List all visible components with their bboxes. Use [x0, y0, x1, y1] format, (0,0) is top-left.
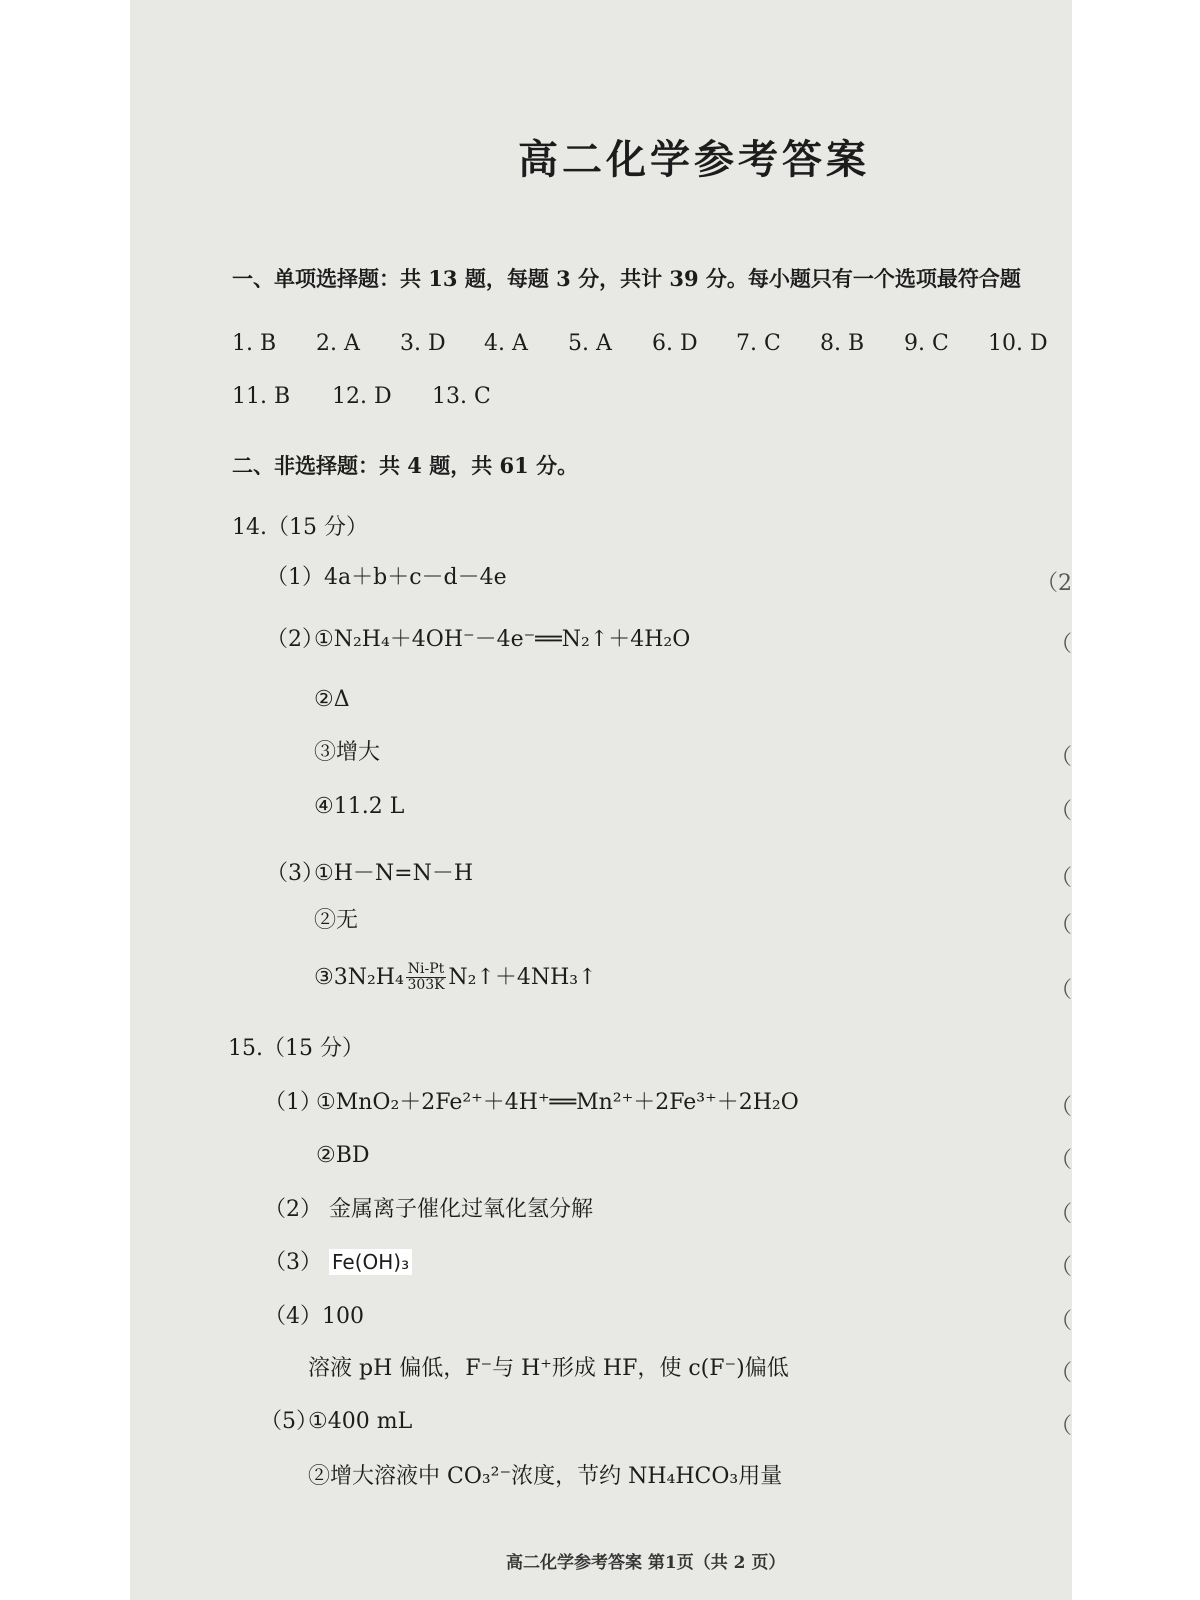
score-mark: （: [1049, 1148, 1072, 1173]
q15-part5-answer1: ①400 mL: [308, 1409, 413, 1434]
answer-sheet-page: [130, 0, 1072, 1600]
score-mark: （: [1049, 913, 1072, 938]
equation-products: N₂↑＋4NH₃↑: [448, 964, 597, 990]
q14-part2-answer2: ②Δ: [314, 687, 350, 712]
mc-answer: 5. A: [568, 331, 612, 356]
score-mark: （: [1049, 1309, 1072, 1334]
mc-answer: 4. A: [484, 331, 528, 356]
q15-part1-prefix: （1）: [264, 1090, 322, 1115]
score-mark: （: [1049, 745, 1072, 770]
equation-reactant: ③3N₂H₄: [314, 964, 404, 990]
mc-answer: 12. D: [332, 384, 392, 409]
q14-part2-prefix: （2）: [266, 627, 324, 652]
q15-part5-prefix: （5）: [260, 1409, 318, 1434]
q14-part2-answer1: ①N₂H₄＋4OH⁻－4e⁻══N₂↑＋4H₂O: [314, 627, 691, 652]
q15-part4-reason: 溶液 pH 偏低，F⁻与 H⁺形成 HF，使 c(F⁻)偏低: [308, 1356, 789, 1381]
q15-part3-answer: Fe(OH)₃: [329, 1249, 412, 1275]
mc-answer: 10. D: [988, 331, 1048, 356]
mc-answer: 7. C: [736, 331, 781, 356]
score-mark: （: [1049, 866, 1072, 891]
q14-part3-answer3: [314, 962, 597, 994]
mc-answers-row1: [232, 333, 1072, 355]
mc-answer: 9. C: [904, 331, 949, 356]
section1-heading: 一、单项选择题：共 13 题，每题 3 分，共计 39 分。每小题只有一个选项最符合题: [232, 266, 1021, 291]
q14-part3-answer2: ②无: [314, 908, 359, 933]
temperature-label: 303K: [407, 977, 445, 994]
q14-part2-answer3: ③增大: [314, 740, 381, 765]
q15-part4: （4）100: [264, 1304, 364, 1329]
mc-answers-row2: [232, 386, 532, 408]
mc-answer: 6. D: [652, 331, 698, 356]
reaction-condition: [406, 962, 447, 994]
score-mark: （: [1049, 1414, 1072, 1439]
q14-part2-answer4: ④11.2 L: [314, 794, 405, 819]
catalyst-label: Ni-Pt: [407, 961, 445, 977]
q15-label: 15.（15 分）: [228, 1036, 364, 1061]
q14-part3-answer1: ①H－N=N－H: [314, 861, 474, 886]
q15-part1-answer2: ②BD: [316, 1143, 370, 1168]
q14-part1: （1）4a＋b＋c－d－4e: [266, 565, 507, 590]
score-mark: （: [1049, 978, 1072, 1003]
mc-answer: 11. B: [232, 384, 291, 409]
mc-answer: 1. B: [232, 331, 277, 356]
q14-part3-prefix: （3）: [266, 861, 324, 886]
score-mark: （2: [1036, 571, 1072, 596]
mc-answer: 2. A: [316, 331, 360, 356]
q15-part3-prefix: （3）: [264, 1250, 322, 1275]
score-mark: （: [1049, 1202, 1072, 1227]
page-footer: 高二化学参考答案 第1页（共 2 页）: [506, 1553, 786, 1573]
q15-part5-answer2: ②增大溶液中 CO₃²⁻浓度，节约 NH₄HCO₃用量: [308, 1464, 783, 1489]
score-mark: （: [1049, 632, 1072, 657]
q15-part3: [264, 1252, 412, 1274]
score-mark: （: [1049, 1361, 1072, 1386]
mc-answer: 8. B: [820, 331, 865, 356]
score-mark: （: [1049, 1095, 1072, 1120]
page-title: 高二化学参考答案: [518, 136, 870, 183]
mc-answer: 13. C: [432, 384, 491, 409]
q15-part1-answer1: ①MnO₂＋2Fe²⁺＋4H⁺══Mn²⁺＋2Fe³⁺＋2H₂O: [316, 1090, 799, 1115]
q14-label: 14.（15 分）: [232, 515, 368, 540]
section2-heading: 二、非选择题：共 4 题，共 61 分。: [232, 453, 579, 478]
mc-answer: 3. D: [400, 331, 446, 356]
score-mark: （: [1049, 1255, 1072, 1280]
q15-part2: （2） 金属离子催化过氧化氢分解: [264, 1197, 593, 1222]
score-mark: （: [1049, 799, 1072, 824]
